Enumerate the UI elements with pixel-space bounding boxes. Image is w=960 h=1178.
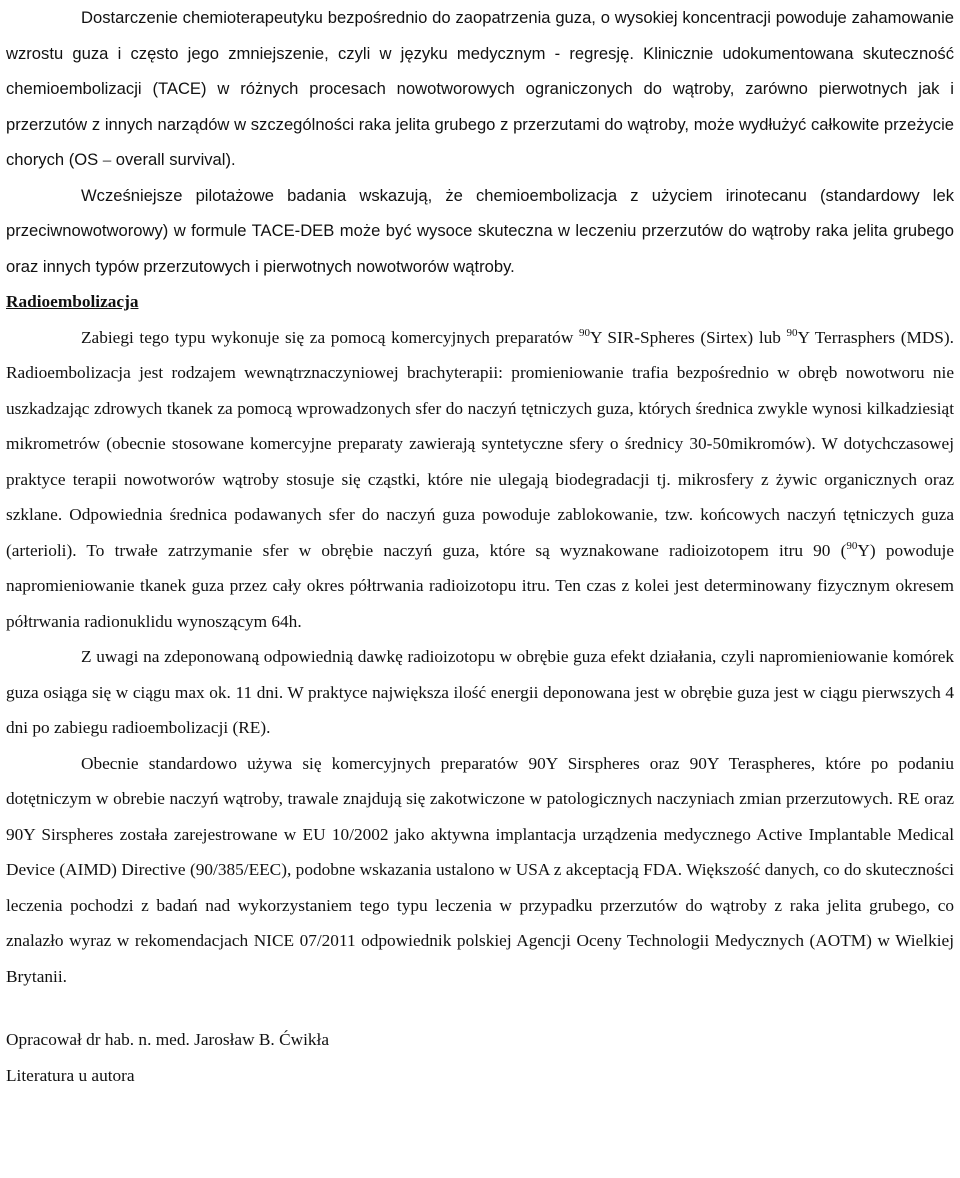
re-paragraph-1 bbox=[6, 320, 954, 640]
re-paragraph-1-part-c: Y Terrasphers (MDS). Radioembolizacja jest rodzajem wewnątrznaczyniowej brachyterapii: promieniowanie trafia bezpośrednio w obręb nowotworu nie uszkadzając zdrowych tkanek za pomocą wprowadzonych sfer do naczyń tętniczych guza, których średnica zwykle wynosi kilkadziesiąt mikrometrów (obecnie stosowane komercyjne preparaty zawierają syntetyczne sfery o średnicy 30-50mikromów). W dotychczasowej praktyce terapii nowotworów wątroby stosuje się cząstki, które nie ulegają biodegradacji tj. mikrosfery z żywic organicznych oraz szklane. Odpowiednia średnica podawanych sfer do naczyń guza powoduje zablokowanie, tzw. końcowych naczyń tętniczych guza (arterioli). To trwałe zatrzymanie sfer w obrębie naczyń guza, które są wyznakowane radioizotopem itru 90 ( bbox=[6, 327, 954, 560]
tace-paragraph-1-text: Dostarczenie chemioterapeutyku bezpośrednio do zaopatrzenia guza, o wysokiej koncentracji powoduje zahamowanie wzrostu guza i często jego zmniejszenie, czyli w języku medycznym - regresję. Klinicznie udokumentowana skuteczność chemioembolizacji (TACE) w różnych procesach nowotworowych ograniczonych do wątroby, zarówno pierwotnych jak i przerzutów z innych narządów w szczególności raka jelita grubego z przerzutami do wątroby, może wydłużyć całkowite przeżycie chorych (OS bbox=[6, 8, 954, 169]
re-paragraph-2: Z uwagi na zdeponowaną odpowiednią dawkę radioizotopu w obrębie guza efekt działania, czyli napromieniowanie komórek guza osiąga się w ciągu max ok. 11 dni. W praktyce największa ilość energii deponowana jest w obrębie guza jest w ciągu pierwszych 4 dni po zabiegu radioembolizacji (RE). bbox=[6, 647, 954, 737]
spacer bbox=[6, 994, 954, 1022]
document-page bbox=[6, 0, 954, 1093]
re-paragraph-1-part-b: Y SIR-Spheres (Sirtex) lub bbox=[589, 327, 787, 347]
tace-paragraph-1 bbox=[6, 0, 954, 178]
re-paragraph-1-part-d: Y) powoduje napromieniowanie tkanek guza przez cały okres półtrwania radioizotopu itru. Ten czas z kolei jest determinowany fizycznym okresem półtrwania radionuklidu wynoszącym 64h. bbox=[6, 540, 954, 631]
tace-paragraph-1-tail: overall survival). bbox=[111, 150, 236, 169]
tace-paragraph-2: Wcześniejsze pilotażowe badania wskazują, że chemioembolizacja z użyciem irinotecanu (standardowy lek przeciwnowotworowy) w formule TACE-DEB może być wysoce skuteczna w leczeniu przerzutów do wątroby raka jelita grubego oraz innych typów przerzutowych i pierwotnych nowotworów wątroby. bbox=[6, 185, 954, 276]
superscript-90: 90 bbox=[578, 326, 590, 339]
superscript-90: 90 bbox=[786, 326, 798, 339]
en-dash: – bbox=[102, 150, 112, 169]
re-paragraph-1-part-a: Zabiegi tego typu wykonuje się za pomocą komercyjnych preparatów bbox=[81, 327, 579, 347]
section-heading-radioembolizacja: Radioembolizacja bbox=[6, 292, 139, 311]
re-paragraph-3: Obecnie standardowo używa się komercyjnych preparatów 90Y Sirspheres oraz 90Y Teraspheres, które po podaniu dotętniczym w obrebie naczyń wątroby, trawale znajdują się zakotwiczone w patologicznych naczyniach zmian przerzutowych. RE oraz 90Y Sirspheres została zarejestrowane w EU 10/2002 jako aktywna implantacja urządzenia medycznego Active Implantable Medical Device (AIMD) Directive (90/385/EEC), podobne wskazania ustalono w USA z akceptacją FDA. Większość danych, co do skuteczności leczenia pochodzi z badań nad wykorzystaniem tego typu leczenia w przypadku przerzutów do wątroby z raka jelita grubego, co znalazło wyraz w rekomendacjach NICE 07/2011 odpowiednik polskiej Agencji Oceny Technologii Medycznych (AOTM) w Wielkiej Brytanii. bbox=[6, 753, 954, 986]
author-signature: Opracował dr hab. n. med. Jarosław B. Ćwikła bbox=[6, 1030, 329, 1049]
superscript-90: 90 bbox=[846, 539, 858, 552]
literature-note: Literatura u autora bbox=[6, 1065, 135, 1085]
